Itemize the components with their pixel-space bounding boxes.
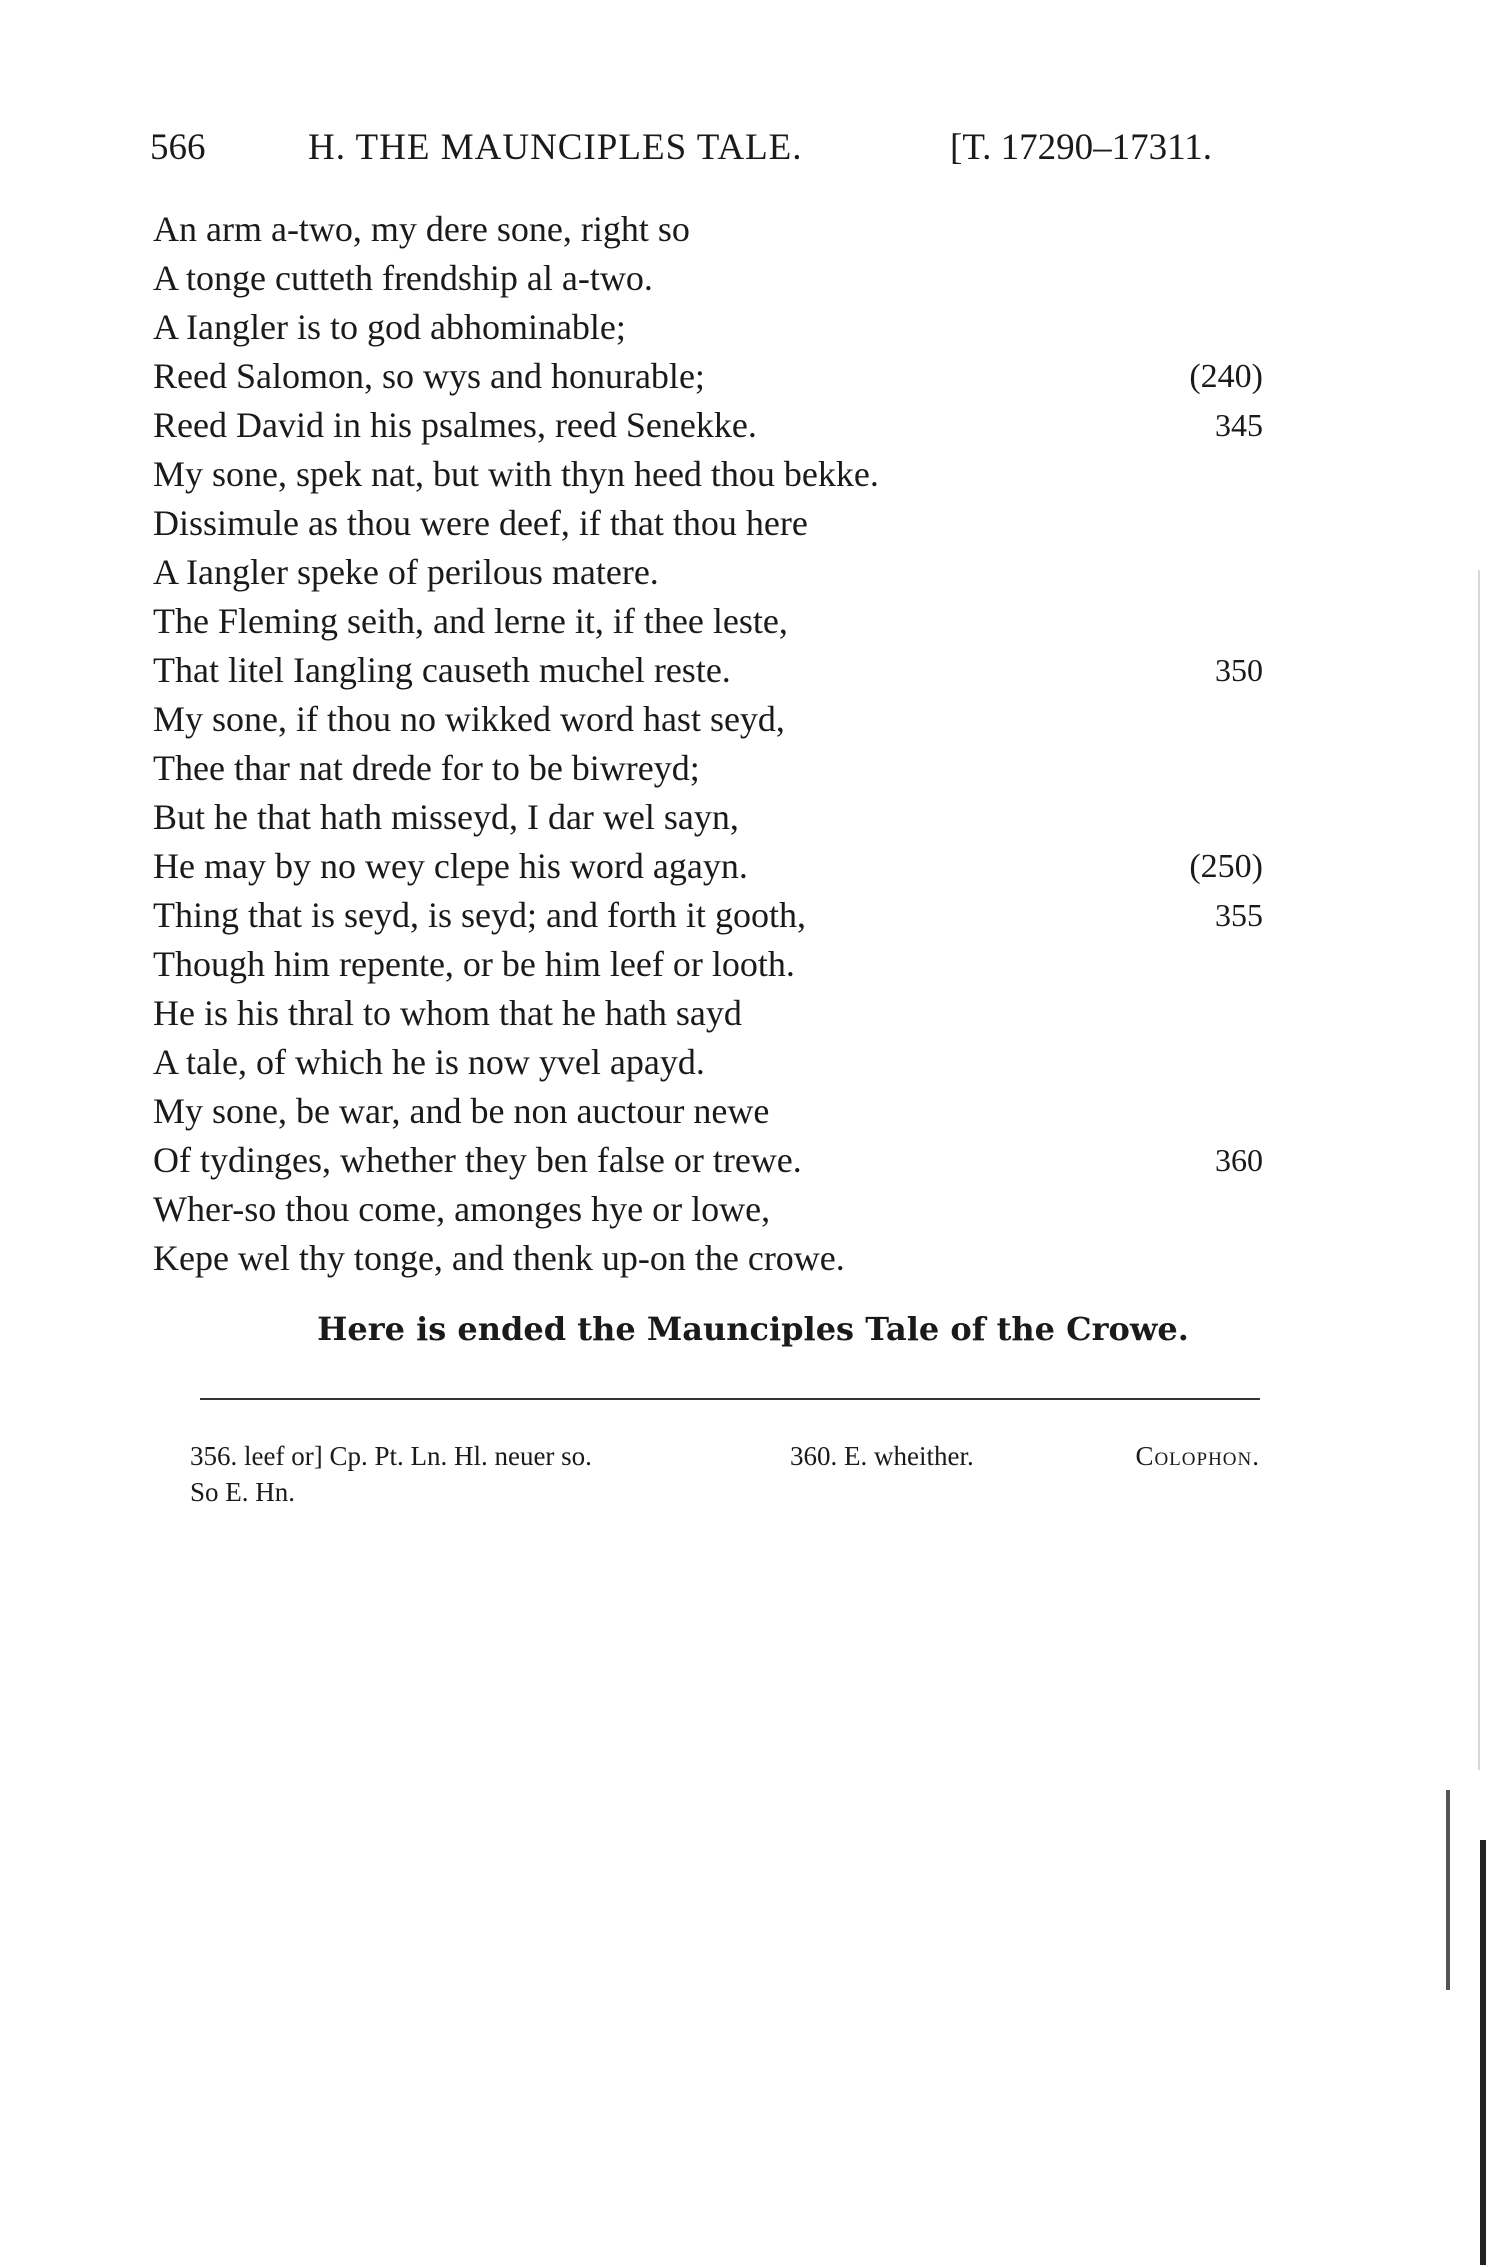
page-edge-binding <box>1480 1840 1486 2265</box>
verse-line <box>153 401 1263 450</box>
verse-text: My sone, spek nat, but with thyn heed thou bekke. <box>153 454 879 494</box>
verse-text: Dissimule as thou were deef, if that thou here <box>153 503 808 543</box>
verse-text: Though him repente, or be him leef or looth. <box>153 944 795 984</box>
verse-line <box>153 450 1263 499</box>
verse-text: The Fleming seith, and lerne it, if thee leste, <box>153 601 788 641</box>
verse-text: My sone, if thou no wikked word hast seyd, <box>153 699 785 739</box>
explicit-heading: Here is ended the Maunciples Tale of the Crowe. <box>317 1310 1189 1348</box>
line-number: 355 <box>1215 897 1263 933</box>
verse-text: Of tydinges, whether they ben false or trewe. <box>153 1140 802 1180</box>
verse-line <box>153 1136 1263 1185</box>
footnote-colophon: Colophon. <box>1135 1441 1260 1471</box>
line-number: 345 <box>1215 407 1263 443</box>
verse-text: Reed Salomon, so wys and honurable; <box>153 356 705 396</box>
footnote-360: 360. E. wheither. <box>790 1441 974 1471</box>
page-number: 566 <box>150 127 206 168</box>
verse-line <box>153 1234 1263 1283</box>
line-number: 360 <box>1215 1142 1263 1178</box>
verse-line <box>153 793 1263 842</box>
verse-line <box>153 303 1263 352</box>
verse-text: He may by no wey clepe his word agayn. <box>153 846 748 886</box>
verse-line <box>153 989 1263 1038</box>
page-edge-mark <box>1446 1790 1450 1990</box>
line-number: 350 <box>1215 652 1263 688</box>
footnote-row <box>190 1474 1260 1510</box>
page-edge-shadow <box>1478 570 1480 1770</box>
verse-line <box>153 352 1263 401</box>
verse-text: But he that hath misseyd, I dar wel sayn, <box>153 797 739 837</box>
verse-line <box>153 1038 1263 1087</box>
verse-line <box>153 940 1263 989</box>
verse-line <box>153 1185 1263 1234</box>
verse-text: My sone, be war, and be non auctour newe <box>153 1091 770 1131</box>
verse-block <box>153 205 1263 1283</box>
footnotes <box>190 1438 1260 1510</box>
verse-line <box>153 499 1263 548</box>
verse-text: A Iangler is to god abhominable; <box>153 307 626 347</box>
footnote-row <box>190 1438 1260 1474</box>
verse-text: Wher-so thou come, amonges hye or lowe, <box>153 1189 771 1229</box>
line-number: (240) <box>1189 358 1263 395</box>
footnote-divider <box>200 1398 1260 1400</box>
verse-line <box>153 646 1263 695</box>
verse-text: He is his thral to whom that he hath sayd <box>153 993 742 1033</box>
running-header <box>150 126 1250 176</box>
verse-text: Reed David in his psalmes, reed Senekke. <box>153 405 757 445</box>
verse-text: Thee thar nat drede for to be biwreyd; <box>153 748 700 788</box>
verse-line <box>153 254 1263 303</box>
verse-line <box>153 548 1263 597</box>
line-number: (250) <box>1189 848 1263 885</box>
verse-line <box>153 1087 1263 1136</box>
verse-text: An arm a-two, my dere sone, right so <box>153 209 690 249</box>
verse-text: Kepe wel thy tonge, and thenk up-on the crowe. <box>153 1238 845 1278</box>
line-range: [T. 17290–17311. <box>950 127 1213 168</box>
verse-text: A Iangler speke of perilous matere. <box>153 552 659 592</box>
verse-text: That litel Iangling causeth muchel reste. <box>153 650 731 690</box>
footnote-356: 356. leef or] Cp. Pt. Ln. Hl. neuer so. <box>190 1441 592 1471</box>
footnote-colophon-continued: So E. Hn. <box>190 1477 296 1507</box>
verse-line <box>153 842 1263 891</box>
verse-line <box>153 695 1263 744</box>
verse-line <box>153 744 1263 793</box>
verse-text: A tale, of which he is now yvel apayd. <box>153 1042 705 1082</box>
verse-text: Thing that is seyd, is seyd; and forth it gooth, <box>153 895 806 935</box>
verse-line <box>153 597 1263 646</box>
verse-line <box>153 891 1263 940</box>
verse-line <box>153 205 1263 254</box>
verse-text: A tonge cutteth frendship al a-two. <box>153 258 653 298</box>
running-title: H. THE MAUNCIPLES TALE. <box>308 127 803 168</box>
